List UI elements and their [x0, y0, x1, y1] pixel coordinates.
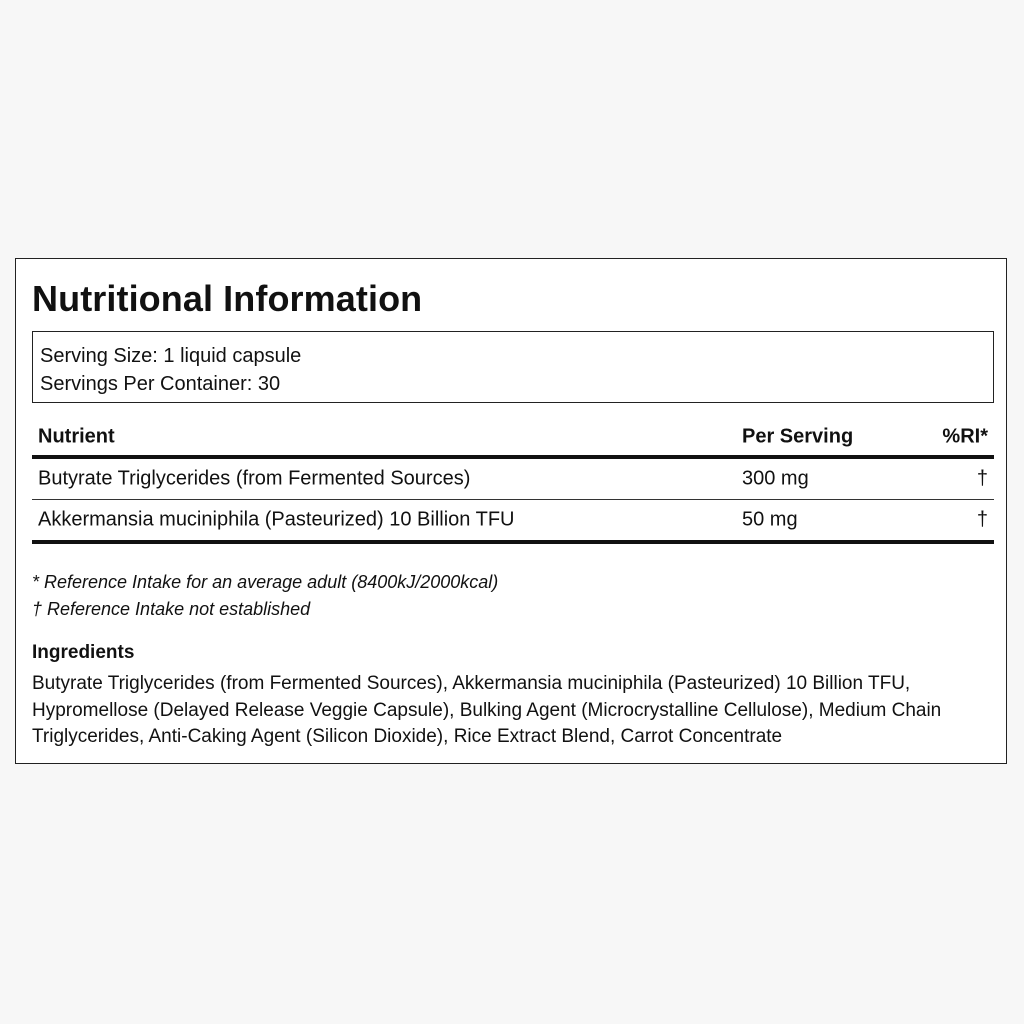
header-ri: %RI*	[942, 425, 988, 448]
nutrient-name: Butyrate Triglycerides (from Fermented Sources)	[38, 467, 471, 490]
table-row	[32, 500, 994, 544]
nutrition-panel	[15, 258, 1007, 764]
ingredients-text: Butyrate Triglycerides (from Fermented Sources), Akkermansia muciniphila (Pasteurized) 10 Billion TFU, Hypromellose (Delayed Release Veggie Capsule), Bulking Agent (Microcrystalline Cellulose), Medium Chain Triglycerides, Anti-Caking Agent (Silicon Dioxide), Rice Extract Blend, Carrot Concentrate	[32, 673, 942, 747]
nutrient-ri: †	[976, 508, 988, 531]
footnotes	[32, 569, 498, 623]
serving-size: Serving Size: 1 liquid capsule	[40, 345, 302, 367]
nutrient-amount: 300 mg	[742, 467, 809, 490]
serving-info-box	[32, 331, 994, 403]
header-nutrient: Nutrient	[38, 425, 115, 448]
footnote-ri: * Reference Intake for an average adult (8400kJ/2000kcal)	[32, 572, 499, 592]
nutrient-name: Akkermansia muciniphila (Pasteurized) 10 Billion TFU	[38, 508, 515, 531]
table-row	[32, 459, 994, 500]
footnote-not-established: † Reference Intake not established	[32, 599, 311, 619]
ingredients-heading: Ingredients	[32, 642, 135, 663]
table-header-row	[32, 419, 994, 459]
nutrient-amount: 50 mg	[742, 508, 798, 531]
servings-per-container: Servings Per Container: 30	[40, 373, 281, 395]
nutrient-ri: †	[976, 467, 988, 490]
nutrient-table	[32, 419, 994, 544]
header-per-serving: Per Serving	[742, 425, 854, 448]
page-title: Nutritional Information	[32, 278, 423, 319]
